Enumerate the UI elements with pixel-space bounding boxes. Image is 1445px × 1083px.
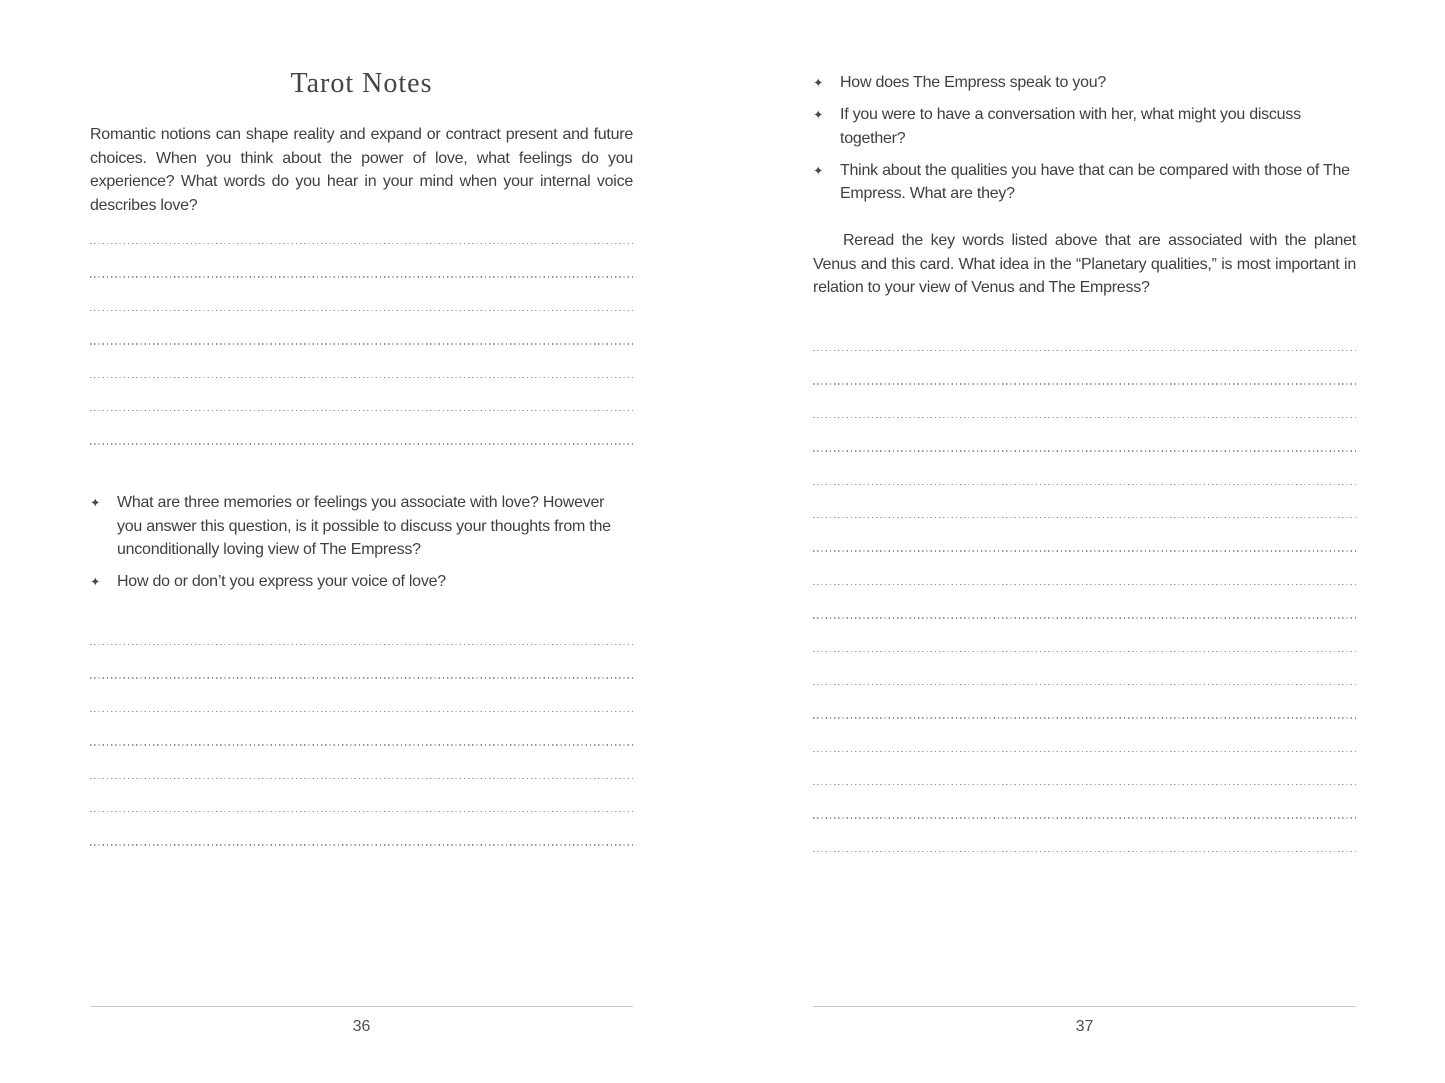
diamond-bullet-icon: ✦ [813,107,824,122]
writing-line [813,817,1356,850]
writing-lines-bottom [90,644,633,878]
writing-line [813,517,1356,550]
writing-line [813,550,1356,583]
bullet-question [813,103,1356,150]
writing-line [813,350,1356,383]
writing-line [813,851,1356,884]
bullet-question-text: Think about the qualities you have that can be compared with those of The Empress. What are they? [840,161,1350,202]
bullet-question [813,71,1356,95]
question-list-right [813,71,1356,206]
writing-line [90,677,633,710]
writing-line [813,717,1356,750]
writing-line [813,484,1356,517]
diamond-bullet-icon: ✦ [90,495,101,510]
writing-line [90,443,633,476]
bullet-question [813,159,1356,206]
bullet-question [90,491,633,562]
page-left [90,0,633,1083]
writing-lines-right [813,350,1356,884]
diamond-bullet-icon: ✦ [813,75,824,90]
writing-line [813,617,1356,650]
diamond-bullet-icon: ✦ [90,574,101,589]
bullet-question [90,570,633,594]
writing-line [90,343,633,376]
writing-line [813,751,1356,784]
writing-line [813,383,1356,416]
intro-paragraph: Romantic notions can shape reality and expand or contract present and future choices. When you think about the power of love, what feelings do you experience? What words do you hear in your mind when your internal voice describes love? [90,126,633,214]
writing-line [90,744,633,777]
diamond-bullet-icon: ✦ [813,162,824,178]
page-number-right: 37 [1075,1018,1094,1035]
bullet-question-text: How does The Empress speak to you? [840,74,1107,91]
writing-line [813,417,1356,450]
writing-line [90,276,633,309]
writing-line [90,644,633,677]
writing-line [90,711,633,744]
page-right [813,0,1356,1083]
writing-line [813,784,1356,817]
writing-line [90,778,633,811]
bullet-question-text: If you were to have a conversation with her, what might you discuss together? [840,106,1301,147]
writing-line [90,844,633,877]
writing-line [90,243,633,276]
footer-rule-left [90,1006,633,1007]
writing-line [90,410,633,443]
writing-line [813,584,1356,617]
bullet-question-text: How do or don’t you express your voice of love? [117,573,446,590]
page-number-left: 36 [352,1018,371,1035]
writing-line [813,450,1356,483]
writing-line [813,651,1356,684]
page-title: Tarot Notes [290,68,433,99]
writing-line [90,377,633,410]
writing-line [813,684,1356,717]
footer-rule-right [813,1006,1356,1007]
reread-paragraph: Reread the key words listed above that are associated with the planet Venus and this card. What idea in the “Planetary qualities,” is most important in relation to your view of Venus and The Empress? [813,232,1356,296]
writing-lines-top [90,243,633,477]
question-list-left [90,491,633,594]
writing-line [90,310,633,343]
bullet-question-text: What are three memories or feelings you associate with love? However you answer this question, is it possible to discuss your thoughts from the unconditionally loving view of The Empress? [117,494,611,558]
writing-line [90,811,633,844]
